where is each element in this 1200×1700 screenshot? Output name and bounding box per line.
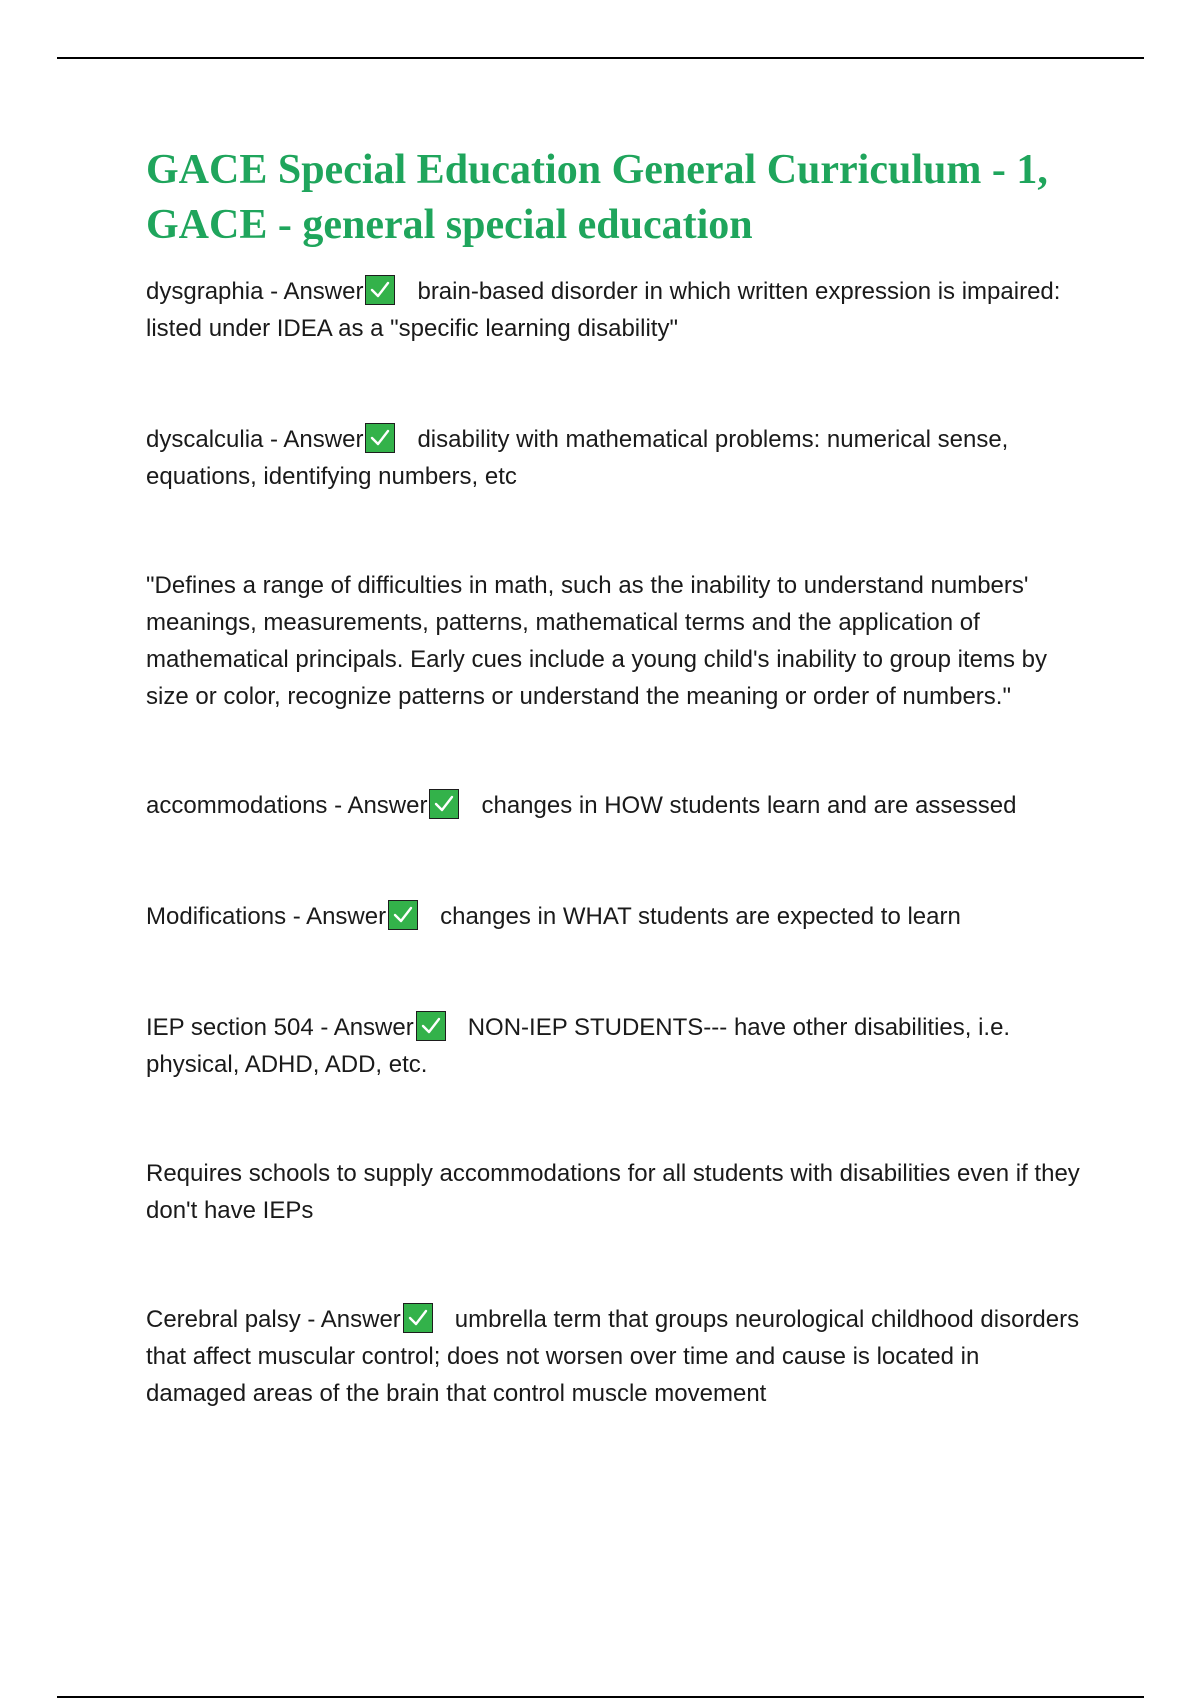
entry-dyscalculia-quote: "Defines a range of difficulties in math, such as the inability to understand numbers' meanings, measurements, patterns, mathematical terms and the application of mathematical principals. Early cues include a young child's inability to group items by size or color, recognize patterns or understand the meaning or order of numbers." <box>146 572 1048 710</box>
answer-label: Answer <box>333 1014 414 1041</box>
entry-dysgraphia: dysgraphia - Answer brain-based disorder in which written expression is impaired: listed under IDEA as a "specific learning disability" <box>146 273 1086 347</box>
page-title: GACE Special Education General Curriculum - 1, GACE - general special education <box>146 147 1048 248</box>
answer-label: Answer <box>347 792 428 819</box>
answer-label: Answer <box>283 426 364 453</box>
entry-definition: changes in HOW students learn and are assessed <box>481 792 1017 819</box>
entry-dyscalculia: dyscalculia - Answer disability with mathematical problems: numerical sense, equations, identifying numbers, etc <box>146 421 1086 495</box>
top-divider <box>57 57 1144 59</box>
entry-term: IEP section 504 <box>146 1014 314 1041</box>
entry-section-504: IEP section 504 - Answer NON-IEP STUDENTS--- have other disabilities, i.e. physical, ADHD, ADD, etc. <box>146 1009 1086 1083</box>
entry-definition: disability with mathematical problems: numerical sense, equations, identifying numbers, etc <box>146 426 1009 490</box>
entry-term: dyscalculia <box>146 426 264 453</box>
bottom-divider <box>57 1696 1144 1698</box>
entry-definition: changes in WHAT students are expected to learn <box>440 903 961 930</box>
check-mark-icon <box>365 423 395 453</box>
entry-definition: umbrella term that groups neurological childhood disorders that affect muscular control; does not worsen over time and cause is located in damaged areas of the brain that control muscle movement <box>146 1306 1080 1407</box>
check-mark-icon <box>365 275 395 305</box>
document-body <box>146 143 1086 1412</box>
entry-term: Cerebral palsy <box>146 1306 301 1333</box>
entry-term: Modifications <box>146 903 287 930</box>
entry-accommodations: accommodations - Answer changes in HOW students learn and are assessed <box>146 787 1086 824</box>
answer-label: Answer <box>283 278 364 305</box>
entry-modifications: Modifications - Answer changes in WHAT students are expected to learn <box>146 898 1086 935</box>
entry-section-504-note: Requires schools to supply accommodations for all students with disabilities even if they don't have IEPs <box>146 1160 1080 1224</box>
entry-term: dysgraphia <box>146 278 264 305</box>
entry-cerebral-palsy: Cerebral palsy - Answer umbrella term that groups neurological childhood disorders that affect muscular control; does not worsen over time and cause is located in damaged areas of the brain that control muscle movement <box>146 1301 1086 1412</box>
answer-label: Answer <box>306 903 387 930</box>
entry-term: accommodations <box>146 792 328 819</box>
answer-label: Answer <box>320 1306 401 1333</box>
check-mark-icon <box>416 1011 446 1041</box>
entry-definition: brain-based disorder in which written expression is impaired: listed under IDEA as a "specific learning disability" <box>146 278 1061 342</box>
check-mark-icon <box>388 900 418 930</box>
check-mark-icon <box>429 789 459 819</box>
check-mark-icon <box>403 1303 433 1333</box>
entry-definition: NON-IEP STUDENTS--- have other disabilities, i.e. physical, ADHD, ADD, etc. <box>146 1014 1011 1078</box>
